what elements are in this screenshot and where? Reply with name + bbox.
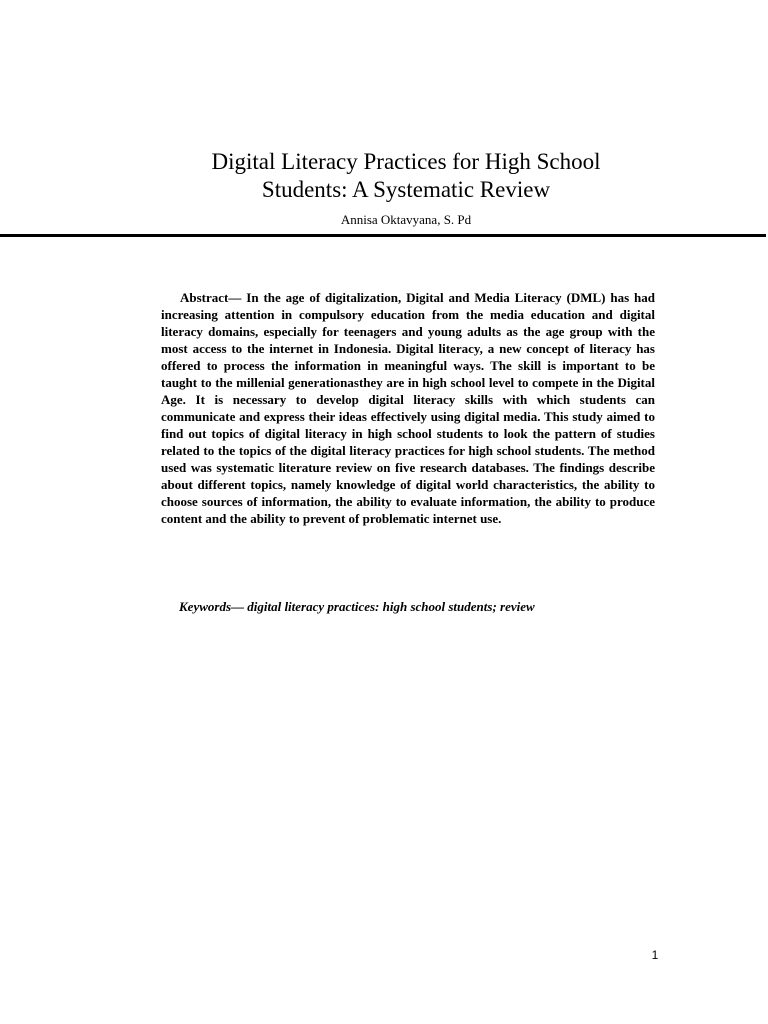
header-divider [0, 234, 766, 237]
paper-title-line-2: Students: A Systematic Review [261, 177, 551, 202]
paper-title [100, 148, 712, 204]
keywords-line: Keywords— digital literacy practices: high school students; review [179, 599, 535, 614]
page-number: 1 [651, 948, 659, 962]
paper-title-line-1: Digital Literacy Practices for High School [211, 149, 601, 174]
abstract-paragraph: Abstract— In the age of digitalization, Digital and Media Literacy (DML) has had increasing attention in compulsory education from the media education and digital literacy domains, especially for teenagers and young adults as the age group with the most access to the internet in Indonesia. Digital literacy, a new concept of literacy has offered to process the information in meaningful ways. The skill is important to be taught to the millenial generationasthey are in high school level to compete in the Digital Age. It is necessary to develop digital literacy skills with which students can communicate and express their ideas effectively using digital media. This study aimed to find out topics of digital literacy in high school students to look the pattern of studies related to the topics of the digital literacy practices for high school students. The method used was systematic literature review on five research databases. The findings describe about different topics, namely knowledge of digital world characteristics, the ability to choose sources of information, the ability to evaluate information, the ability to produce content and the ability to prevent of problematic internet use. [161, 290, 655, 526]
author-name: Annisa Oktavyana, S. Pd [340, 212, 472, 227]
